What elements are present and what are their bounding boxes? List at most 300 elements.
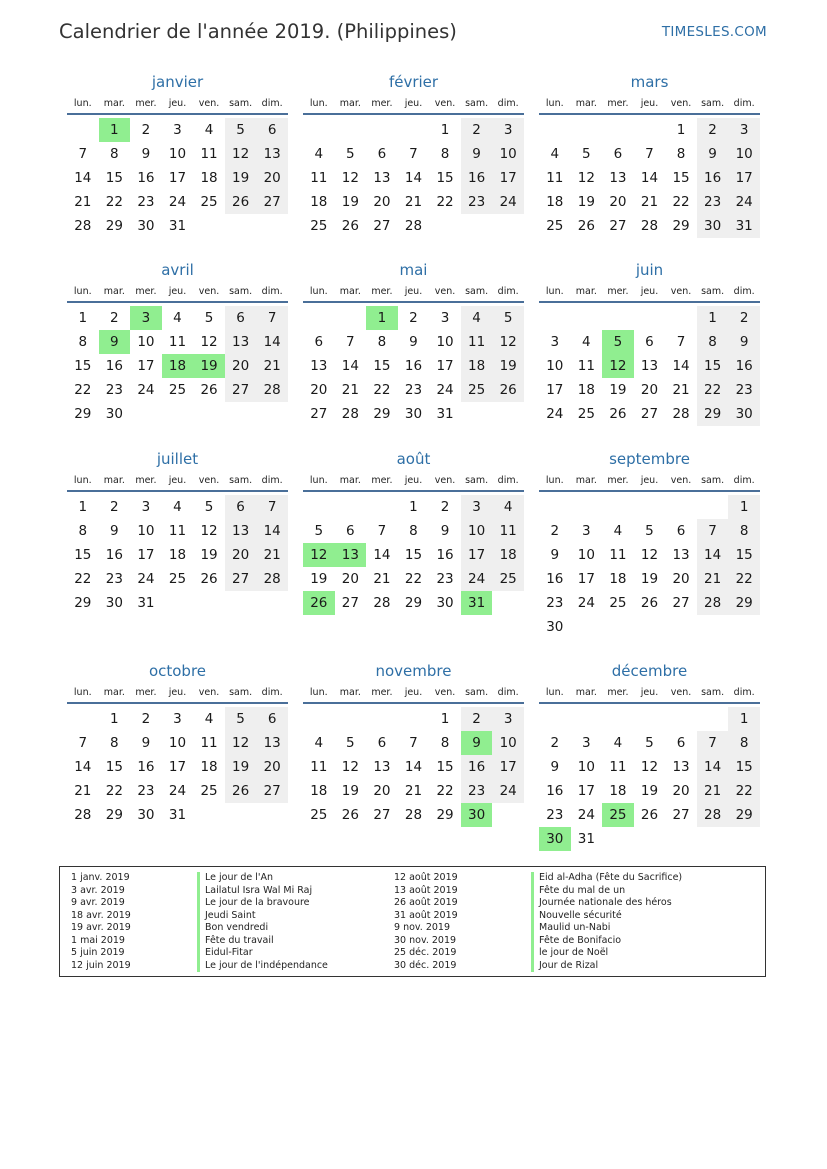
day-cell: 10 [137, 523, 155, 539]
legend-dates-right [394, 872, 458, 972]
day-cell: 16 [137, 759, 155, 775]
day-cell: 29 [697, 402, 729, 426]
empty-cell [539, 306, 571, 330]
day-cell: 19 [341, 194, 359, 210]
day-cell: 10 [492, 731, 524, 755]
day-cell: 5 [582, 146, 591, 162]
day-grid [67, 118, 288, 238]
weekday-label: dim. [733, 98, 755, 109]
day-cell: 19 [640, 783, 659, 799]
day-cell: 8 [78, 523, 88, 539]
day-cell: 17 [492, 166, 524, 190]
brand-logo-text[interactable]: TIMESLES.COM [661, 24, 767, 40]
day-cell: 7 [377, 523, 387, 539]
day-cell: 15 [697, 354, 729, 378]
weekday-label: jeu. [640, 98, 659, 109]
day-cell: 1 [697, 306, 729, 330]
empty-cell [665, 707, 697, 731]
day-cell: 21 [672, 382, 690, 398]
day-cell: 12 [200, 523, 218, 539]
day-cell: 9 [409, 334, 418, 350]
day-cell: 16 [461, 166, 493, 190]
weekday-header [303, 97, 524, 115]
legend-divider [531, 872, 534, 972]
day-cell: 19 [225, 755, 257, 779]
day-cell: 12 [341, 759, 359, 775]
legend-holiday-name: Maulid un-Nabi [539, 922, 611, 933]
weekday-label: mer. [371, 286, 393, 297]
day-cell: 22 [728, 779, 760, 803]
day-cell: 10 [577, 759, 595, 775]
holiday-day-cell: 1 [366, 306, 398, 330]
day-cell: 1 [728, 707, 760, 731]
month-7 [303, 450, 524, 615]
day-cell: 8 [440, 146, 450, 162]
holiday-day-cell: 26 [303, 591, 335, 615]
weekday-label: ven. [198, 475, 220, 486]
day-cell: 31 [577, 831, 595, 847]
month-name: juin [635, 261, 664, 279]
day-cell: 27 [225, 378, 257, 402]
weekday-label: mer. [371, 475, 393, 486]
day-cell: 13 [672, 759, 690, 775]
day-cell: 26 [577, 218, 595, 234]
day-cell: 8 [78, 334, 88, 350]
weekday-label: lun. [309, 687, 328, 698]
weekday-header [539, 686, 760, 704]
month-1 [303, 73, 524, 238]
day-cell: 1 [78, 310, 88, 326]
day-cell: 6 [613, 146, 623, 162]
month-9 [67, 662, 288, 827]
day-cell: 8 [697, 330, 729, 354]
day-cell: 29 [105, 807, 123, 823]
day-cell: 3 [582, 735, 591, 751]
day-cell: 4 [173, 310, 182, 326]
day-cell: 14 [74, 759, 92, 775]
day-cell: 21 [256, 543, 288, 567]
empty-cell [335, 306, 367, 330]
day-cell: 26 [492, 378, 524, 402]
day-cell: 20 [672, 571, 690, 587]
weekday-label: ven. [198, 286, 220, 297]
day-cell: 28 [373, 595, 391, 611]
day-cell: 9 [141, 735, 151, 751]
weekday-label: mer. [371, 687, 393, 698]
weekday-label: lun. [73, 98, 92, 109]
day-cell: 18 [168, 547, 187, 563]
day-cell: 25 [168, 382, 187, 398]
day-cell: 29 [728, 591, 760, 615]
day-cell: 17 [436, 358, 454, 374]
empty-cell [665, 495, 697, 519]
day-cell: 4 [613, 735, 623, 751]
day-cell: 20 [373, 194, 391, 210]
weekday-label: lun. [309, 475, 328, 486]
day-cell: 13 [225, 330, 257, 354]
weekday-label: ven. [670, 687, 692, 698]
day-cell: 18 [200, 759, 218, 775]
day-cell: 11 [577, 358, 595, 374]
legend-holiday-name: Fête de Bonifacio [539, 934, 622, 946]
day-cell: 26 [640, 807, 659, 823]
day-cell: 22 [697, 378, 729, 402]
day-cell: 15 [728, 543, 760, 567]
day-cell: 15 [74, 358, 92, 374]
day-cell: 12 [577, 170, 595, 186]
weekday-label: dim. [497, 475, 519, 486]
weekday-label: mar. [103, 286, 125, 297]
day-cell: 15 [728, 755, 760, 779]
day-cell: 7 [78, 735, 88, 751]
day-cell: 5 [645, 735, 654, 751]
day-cell: 12 [225, 142, 257, 166]
empty-cell [571, 118, 603, 142]
day-cell: 21 [640, 194, 659, 210]
day-cell: 25 [168, 571, 187, 587]
weekday-label: ven. [198, 98, 220, 109]
day-cell: 15 [404, 547, 423, 563]
day-cell: 16 [546, 571, 564, 587]
legend-date: 1 janv. 2019 [71, 872, 130, 883]
day-cell: 7 [697, 519, 729, 543]
weekday-label: dim. [733, 475, 755, 486]
weekday-label: sam. [229, 475, 253, 486]
weekday-label: sam. [229, 286, 253, 297]
day-cell: 24 [546, 406, 564, 422]
holiday-day-cell: 9 [99, 330, 131, 354]
day-cell: 10 [168, 735, 187, 751]
month-name: avril [161, 261, 194, 279]
day-cell: 23 [404, 382, 423, 398]
day-cell: 8 [110, 146, 119, 162]
day-cell: 24 [168, 194, 187, 210]
holiday-day-cell: 3 [130, 306, 162, 330]
day-cell: 15 [672, 170, 690, 186]
day-cell: 17 [546, 382, 564, 398]
day-cell: 26 [640, 595, 659, 611]
day-cell: 20 [256, 166, 288, 190]
day-cell: 20 [256, 755, 288, 779]
legend-names-left [205, 872, 328, 972]
day-cell: 24 [728, 190, 760, 214]
day-cell: 28 [74, 218, 92, 234]
legend-holiday-name: le jour de Noël [539, 947, 609, 958]
day-cell: 4 [314, 735, 324, 751]
day-cell: 24 [577, 807, 595, 823]
empty-cell [571, 306, 603, 330]
day-cell: 5 [204, 499, 214, 515]
day-cell: 20 [310, 382, 328, 398]
day-cell: 17 [461, 543, 493, 567]
day-cell: 2 [409, 310, 418, 326]
empty-cell [571, 495, 603, 519]
day-cell: 23 [461, 190, 493, 214]
day-cell: 24 [461, 567, 493, 591]
day-cell: 9 [110, 523, 119, 539]
weekday-label: jeu. [168, 286, 187, 297]
day-cell: 12 [225, 731, 257, 755]
day-cell: 8 [110, 735, 119, 751]
day-cell: 1 [728, 495, 760, 519]
day-cell: 13 [373, 759, 391, 775]
day-cell: 16 [137, 170, 155, 186]
day-cell: 10 [137, 334, 155, 350]
day-cell: 28 [256, 378, 288, 402]
day-cell: 16 [546, 783, 564, 799]
day-cell: 7 [78, 146, 88, 162]
day-cell: 15 [436, 170, 454, 186]
day-cell: 30 [105, 595, 123, 611]
day-cell: 29 [672, 218, 690, 234]
day-cell: 26 [225, 779, 257, 803]
day-cell: 10 [577, 547, 595, 563]
day-cell: 30 [546, 619, 564, 635]
day-cell: 3 [173, 711, 182, 727]
legend-date: 30 nov. 2019 [394, 934, 457, 946]
holiday-day-cell: 30 [461, 803, 493, 827]
weekday-label: ven. [434, 98, 456, 109]
legend-divider [197, 872, 200, 972]
day-cell: 22 [728, 567, 760, 591]
empty-cell [634, 118, 666, 142]
day-cell: 19 [640, 571, 659, 587]
weekday-label: mer. [371, 98, 393, 109]
day-cell: 29 [728, 803, 760, 827]
weekday-label: jeu. [640, 687, 659, 698]
weekday-label: dim. [261, 687, 283, 698]
weekday-label: sam. [229, 98, 253, 109]
day-cell: 4 [204, 711, 214, 727]
legend-holiday-name: Eid al-Adha (Fête du Sacrifice) [539, 872, 683, 883]
day-cell: 8 [377, 334, 387, 350]
day-cell: 19 [609, 382, 627, 398]
day-cell: 28 [74, 807, 92, 823]
day-cell: 17 [168, 759, 187, 775]
day-cell: 26 [341, 807, 359, 823]
day-cell: 20 [373, 783, 391, 799]
day-cell: 29 [74, 406, 92, 422]
empty-cell [697, 495, 729, 519]
weekday-label: mar. [575, 98, 597, 109]
holiday-legend [59, 866, 766, 977]
weekday-label: ven. [434, 475, 456, 486]
day-cell: 19 [577, 194, 595, 210]
day-cell: 11 [461, 330, 493, 354]
weekday-label: sam. [465, 98, 489, 109]
day-cell: 21 [404, 783, 423, 799]
day-cell: 30 [137, 218, 155, 234]
weekday-label: sam. [701, 98, 725, 109]
day-cell: 9 [461, 142, 493, 166]
legend-holiday-name: Journée nationale des héros [539, 897, 672, 908]
day-cell: 13 [640, 358, 659, 374]
day-cell: 20 [225, 354, 257, 378]
day-cell: 2 [550, 735, 560, 751]
day-cell: 16 [404, 358, 423, 374]
day-cell: 4 [582, 334, 591, 350]
weekday-header [303, 686, 524, 704]
day-cell: 10 [492, 142, 524, 166]
weekday-label: mar. [103, 687, 125, 698]
empty-cell [303, 118, 335, 142]
day-cell: 27 [225, 567, 257, 591]
day-cell: 3 [440, 310, 450, 326]
day-grid [303, 118, 524, 238]
legend-holiday-name: Jour de Rizal [539, 959, 599, 971]
holiday-day-cell: 19 [193, 354, 225, 378]
day-cell: 13 [672, 547, 690, 563]
day-cell: 27 [256, 779, 288, 803]
weekday-label: sam. [701, 475, 725, 486]
day-cell: 12 [492, 330, 524, 354]
empty-cell [67, 118, 99, 142]
weekday-label: ven. [434, 286, 456, 297]
day-cell: 14 [697, 755, 729, 779]
legend-date: 13 août 2019 [394, 884, 458, 896]
day-cell: 3 [582, 523, 591, 539]
empty-cell [539, 495, 571, 519]
day-cell: 18 [310, 194, 328, 210]
day-cell: 31 [168, 218, 187, 234]
legend-names-right [539, 872, 682, 972]
day-cell: 20 [225, 543, 257, 567]
empty-cell [335, 495, 367, 519]
month-8 [539, 450, 760, 639]
day-cell: 23 [105, 571, 123, 587]
day-cell: 22 [436, 783, 454, 799]
day-cell: 18 [546, 194, 564, 210]
day-cell: 21 [404, 194, 423, 210]
day-cell: 2 [461, 707, 493, 731]
day-cell: 17 [137, 547, 155, 563]
day-cell: 30 [137, 807, 155, 823]
day-cell: 7 [676, 334, 686, 350]
day-cell: 11 [546, 170, 564, 186]
legend-holiday-name: Fête du travail [205, 934, 274, 946]
holiday-day-cell: 13 [335, 543, 367, 567]
day-cell: 23 [697, 190, 729, 214]
month-5 [539, 261, 760, 426]
day-cell: 6 [346, 523, 355, 539]
weekday-label: dim. [733, 687, 755, 698]
weekday-header [67, 285, 288, 303]
legend-date: 30 déc. 2019 [394, 959, 457, 971]
day-cell: 25 [609, 595, 627, 611]
weekday-label: mar. [339, 687, 361, 698]
month-name: octobre [148, 662, 207, 680]
day-cell: 18 [310, 783, 328, 799]
day-cell: 17 [492, 755, 524, 779]
empty-cell [634, 707, 666, 731]
day-cell: 31 [168, 807, 187, 823]
day-cell: 6 [225, 306, 257, 330]
day-cell: 1 [676, 122, 686, 138]
weekday-label: mar. [339, 286, 361, 297]
day-cell: 26 [200, 382, 218, 398]
day-cell: 20 [672, 783, 690, 799]
day-cell: 30 [728, 402, 760, 426]
day-cell: 31 [137, 595, 155, 611]
weekday-label: jeu. [404, 98, 423, 109]
day-cell: 5 [346, 735, 355, 751]
legend-holiday-name: Nouvelle sécurité [539, 909, 622, 921]
day-cell: 28 [256, 567, 288, 591]
day-cell: 16 [105, 547, 123, 563]
day-cell: 23 [461, 779, 493, 803]
day-cell: 13 [256, 731, 288, 755]
day-cell: 7 [409, 735, 418, 751]
day-cell: 1 [440, 122, 450, 138]
day-cell: 22 [74, 571, 92, 587]
month-0 [67, 73, 288, 238]
day-cell: 25 [577, 406, 595, 422]
weekday-header [539, 285, 760, 303]
day-cell: 27 [310, 406, 328, 422]
day-cell: 11 [609, 547, 627, 563]
day-cell: 20 [609, 194, 627, 210]
empty-cell [602, 495, 634, 519]
day-cell: 27 [609, 218, 627, 234]
legend-date: 3 avr. 2019 [71, 884, 125, 896]
legend-holiday-name: Bon vendredi [205, 922, 269, 933]
day-cell: 15 [105, 759, 123, 775]
weekday-header [303, 285, 524, 303]
day-cell: 17 [168, 170, 187, 186]
month-name: septembre [609, 450, 690, 468]
day-cell: 25 [200, 194, 218, 210]
day-cell: 15 [373, 358, 391, 374]
day-cell: 3 [492, 707, 524, 731]
day-cell: 25 [310, 807, 328, 823]
day-cell: 6 [225, 495, 257, 519]
weekday-header [67, 474, 288, 492]
empty-cell [366, 118, 398, 142]
empty-cell [602, 306, 634, 330]
day-cell: 11 [310, 170, 328, 186]
weekday-label: jeu. [168, 475, 187, 486]
month-name: mars [630, 73, 669, 91]
day-cell: 23 [137, 783, 155, 799]
empty-cell [303, 495, 335, 519]
day-cell: 5 [225, 118, 257, 142]
day-cell: 24 [577, 595, 595, 611]
day-grid [67, 707, 288, 827]
day-cell: 26 [225, 190, 257, 214]
day-cell: 6 [377, 735, 387, 751]
weekday-label: lun. [545, 286, 564, 297]
day-cell: 10 [728, 142, 760, 166]
day-cell: 29 [404, 595, 423, 611]
weekday-label: mer. [607, 286, 629, 297]
day-cell: 3 [492, 118, 524, 142]
holiday-day-cell: 18 [162, 354, 194, 378]
day-cell: 16 [728, 354, 760, 378]
weekday-label: dim. [261, 98, 283, 109]
day-cell: 7 [346, 334, 355, 350]
weekday-header [539, 474, 760, 492]
month-name: décembre [611, 662, 688, 680]
month-name: février [388, 73, 439, 91]
day-cell: 28 [640, 218, 659, 234]
holiday-day-cell: 1 [99, 118, 131, 142]
day-grid [539, 707, 760, 851]
empty-cell [335, 707, 367, 731]
month-10 [303, 662, 524, 827]
day-cell: 2 [461, 118, 493, 142]
legend-date: 1 mai 2019 [71, 934, 125, 946]
day-cell: 11 [200, 146, 218, 162]
